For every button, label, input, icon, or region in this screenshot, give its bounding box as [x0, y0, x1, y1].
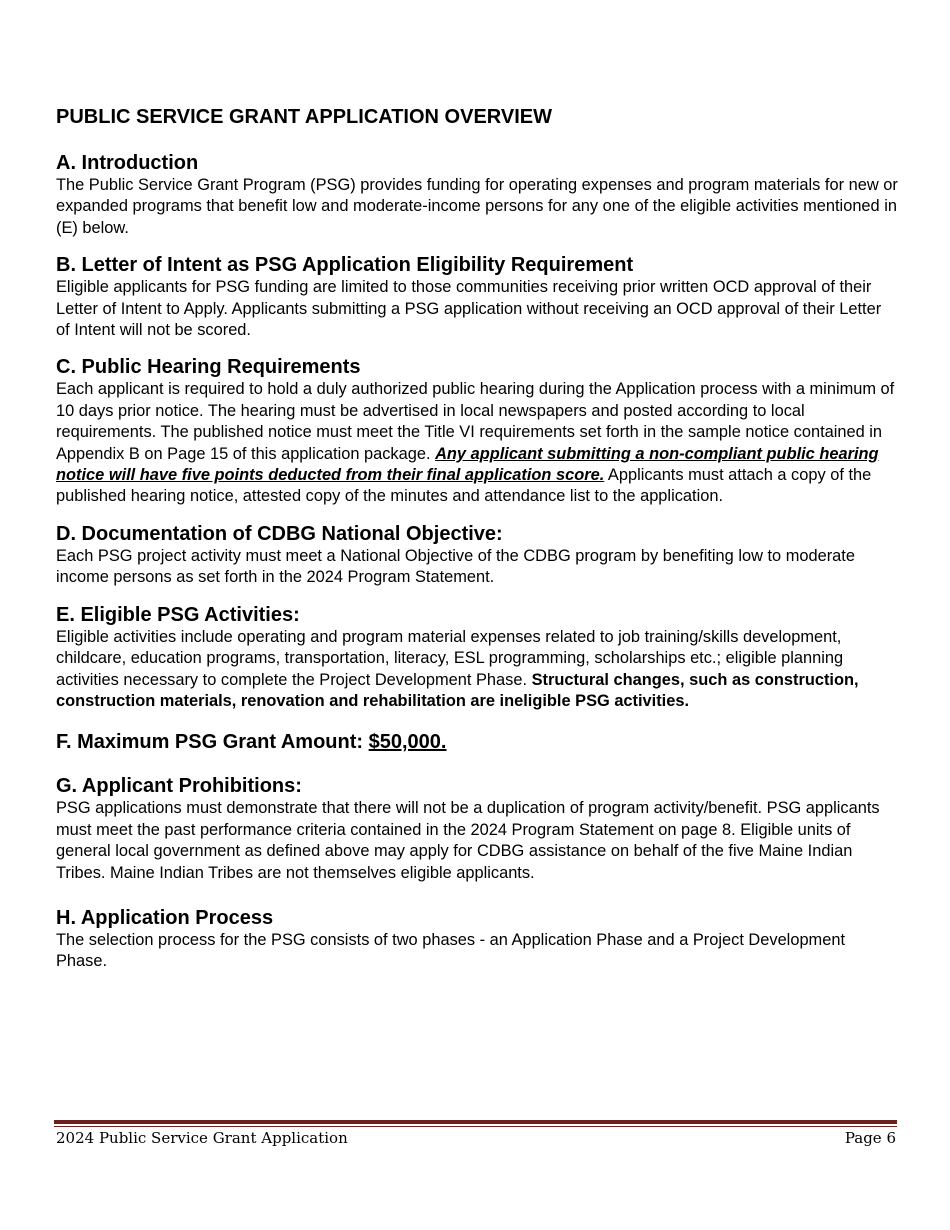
section-heading: B. Letter of Intent as PSG Application Eligibility Requirement: [56, 254, 634, 277]
section-application-process: [56, 906, 898, 973]
section-prohibitions: [56, 774, 898, 884]
section-text: PSG applications must demonstrate that there will not be a duplication of program activity/benefit. PSG applicants must meet the past performance criteria contained in the 2024 Program Statement on page 8. Eligible units of general local government as defined above may apply for CDBG assistance on behalf of the five Maine Indian Tribes. Maine Indian Tribes are not themselves eligible applicants.: [56, 799, 880, 882]
section-public-hearing: [56, 355, 898, 507]
ineligible-emphasis: Structural changes, such as construction, construction materials, renovation and rehabilitation are ineligible PSG activities.: [56, 670, 859, 710]
section-text: The Public Service Grant Program (PSG) provides funding for operating expenses and program materials for new or expanded programs that benefit low and moderate-income persons for any one of the eligible activities mentioned in (E) below.: [56, 176, 898, 237]
penalty-emphasis: Any applicant submitting a non-compliant public hearing notice will have five points deducted from their final application score.: [56, 444, 879, 485]
section-letter-of-intent: [56, 253, 898, 341]
section-text: Each PSG project activity must meet a National Objective of the CDBG program by benefiting low to moderate income persons as set forth in the 2024 Program Statement.: [56, 546, 855, 587]
section-heading: E. Eligible PSG Activities:: [56, 603, 300, 626]
section-text-part: Eligible activities include operating and program material expenses related to job training/skills development, childcare, education programs, transportation, literacy, ESL programming, scholarships etc.; eligible planning activities necessary to complete the Project Development Phase.: [56, 627, 844, 689]
section-text-part: Applicants must attach a copy of the published hearing notice, attested copy of the minutes and attendance list to the application.: [56, 466, 872, 506]
section-introduction: [56, 151, 898, 239]
section-text: [56, 627, 898, 713]
section-heading: C. Public Hearing Requirements: [56, 356, 361, 379]
page-number: Page 6: [844, 1129, 896, 1147]
section-eligible-activities: [56, 603, 898, 713]
document-body: [56, 105, 898, 987]
section-national-objective: [56, 522, 898, 589]
section-heading: G. Applicant Prohibitions:: [56, 775, 302, 798]
section-heading: D. Documentation of CDBG National Objective:: [56, 522, 503, 545]
max-grant-label: F. Maximum PSG Grant Amount:: [56, 731, 369, 754]
footer-divider-thin: [54, 1126, 897, 1127]
section-max-grant: [56, 730, 898, 754]
section-text: Eligible applicants for PSG funding are limited to those communities receiving prior written OCD approval of their Letter of Intent to Apply. Applicants submitting a PSG application without receiving an OCD approval of their Letter of Intent will not be scored.: [56, 278, 882, 340]
section-text: The selection process for the PSG consists of two phases - an Application Phase and a Project Development Phase.: [56, 930, 845, 971]
section-heading: A. Introduction: [56, 152, 199, 174]
max-grant-amount: $50,000.: [368, 731, 447, 754]
footer-document-name: 2024 Public Service Grant Application: [56, 1129, 348, 1147]
page-footer: [56, 1129, 896, 1147]
section-text-part: Each applicant is required to hold a duly authorized public hearing during the Application process with a minimum of 10 days prior notice. The hearing must be advertised in local newspapers and posted according to local requirements. The published notice must meet the Title VI requirements set forth in the sample notice contained in Appendix B on Page 15 of this application package.: [56, 380, 895, 463]
footer-divider: [54, 1120, 897, 1124]
document-title: PUBLIC SERVICE GRANT APPLICATION OVERVIEW: [56, 106, 552, 128]
section-heading: [56, 730, 898, 754]
section-heading: H. Application Process: [56, 906, 274, 929]
section-text: [56, 379, 898, 507]
